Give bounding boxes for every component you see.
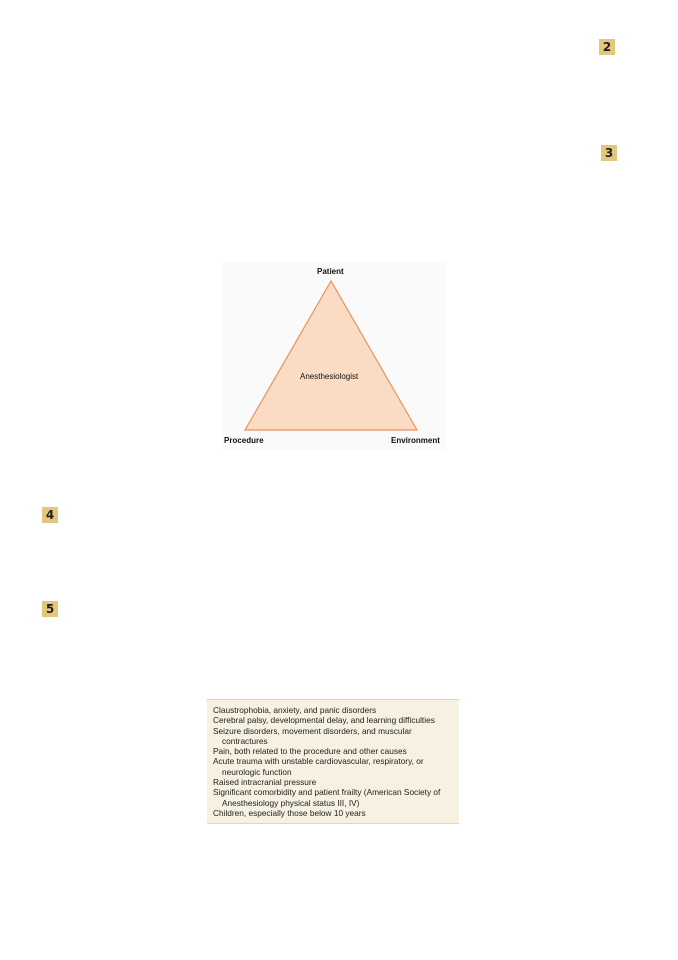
section-marker-2: 2 <box>599 39 615 55</box>
section-marker-3: 3 <box>601 145 617 161</box>
risk-factor-line: Cerebral palsy, developmental delay, and learning difficulties <box>213 715 435 726</box>
section-marker-5: 5 <box>42 601 58 617</box>
risk-factor-line: Anesthesiology physical status III, IV) <box>222 797 360 808</box>
anesthesiologist-label: Anesthesiologist <box>300 372 359 381</box>
risk-factor-line: contractures <box>222 735 268 746</box>
risk-factor-line: Raised intracranial pressure <box>213 777 317 788</box>
anesthesia-triangle-figure <box>222 262 446 450</box>
risk-factor-line: Claustrophobia, anxiety, and panic disorders <box>213 705 377 715</box>
risk-factor-line: Children, especially those below 10 years <box>213 807 366 818</box>
triangle-shape <box>245 281 417 430</box>
risk-factor-line: Significant comorbidity and patient frailty (American Society of <box>213 787 441 798</box>
risk-factor-line: Acute trauma with unstable cardiovascular, respiratory, or <box>213 756 424 767</box>
section-marker-4: 4 <box>42 507 58 523</box>
triangle-diagram <box>222 262 446 450</box>
environment-label: Environment <box>391 436 440 445</box>
patient-label: Patient <box>317 267 344 276</box>
risk-factor-line: neurologic function <box>222 766 292 777</box>
risk-factor-line: Seizure disorders, movement disorders, and muscular <box>213 725 412 736</box>
risk-factor-line: Pain, both related to the procedure and other causes <box>213 746 407 757</box>
procedure-label: Procedure <box>224 436 264 445</box>
risk-factors-box <box>207 699 459 824</box>
